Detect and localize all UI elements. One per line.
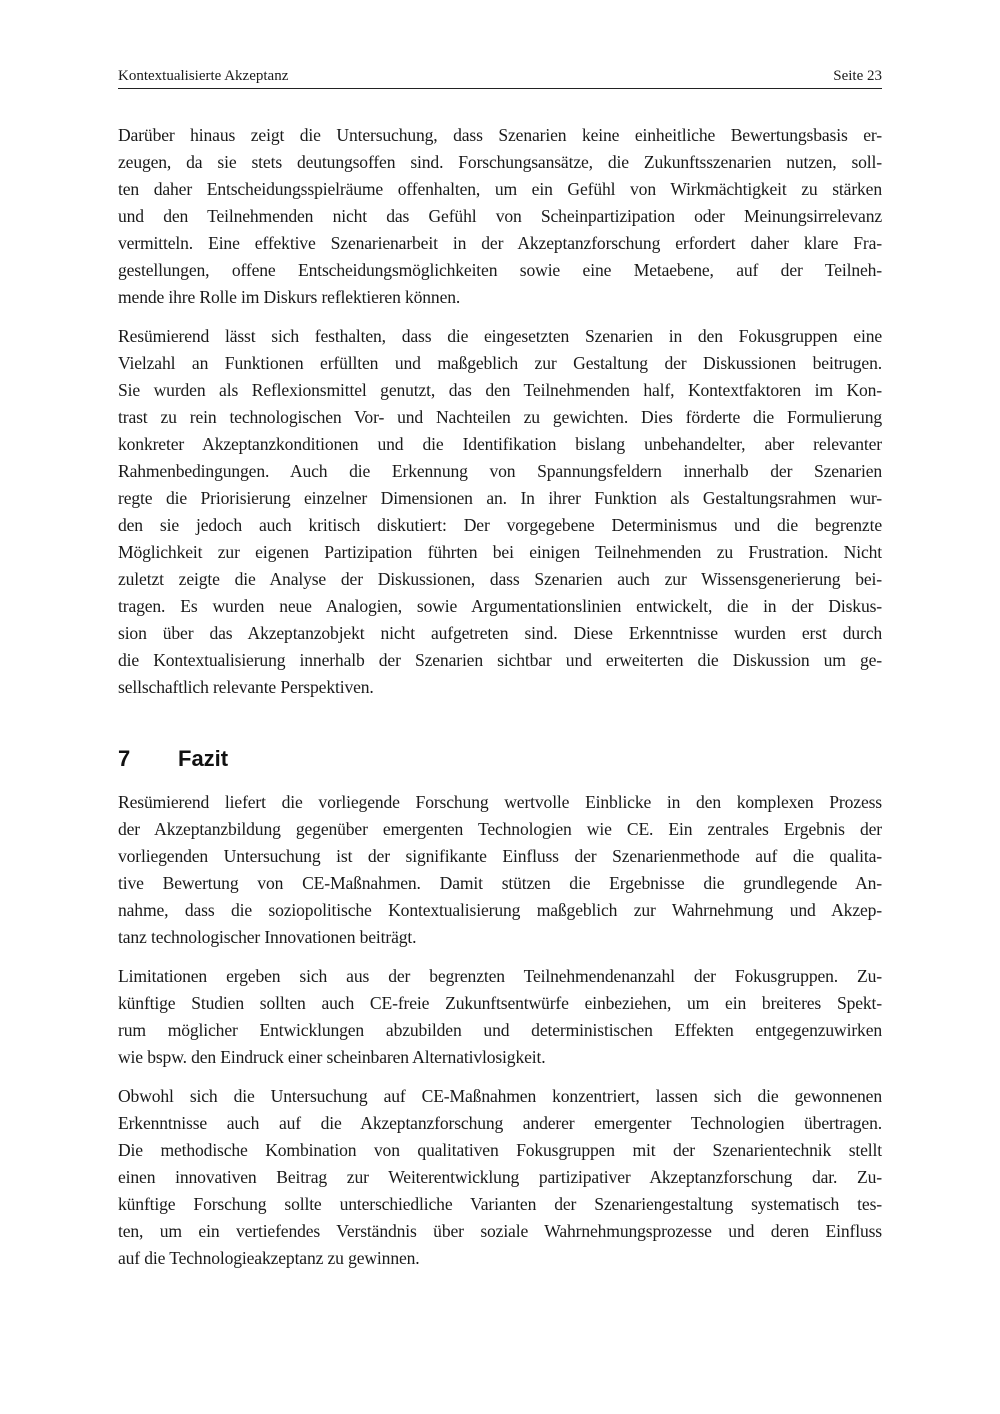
text-line: wie bspw. den Eindruck einer scheinbaren Alternativlosigkeit. bbox=[118, 1047, 546, 1067]
text-line: einen innovativen Beitrag zur Weiterentwicklung partizipativer Akzeptanzforschung dar. Zu- bbox=[118, 1167, 882, 1187]
text-line: Resümierend liefert die vorliegende Forschung wertvolle Einblicke in den komplexen Prozess bbox=[118, 792, 882, 812]
text-line: vorliegenden Untersuchung ist der signifikante Einfluss der Szenarienmethode auf die qualita- bbox=[118, 846, 882, 866]
text-line: Vielzahl an Funktionen erfüllten und maßgeblich zur Gestaltung der Diskussionen beitrugen. bbox=[118, 353, 882, 373]
text-line: mende ihre Rolle im Diskurs reflektieren können. bbox=[118, 287, 461, 307]
running-title: Kontextualisierte Akzeptanz bbox=[118, 68, 289, 84]
text-line: zeugen, da sie stets deutungsoffen sind. Forschungsansätze, die Zukunftsszenarien nutzen, soll- bbox=[118, 152, 882, 172]
text-line: Darüber hinaus zeigt die Untersuchung, dass Szenarien keine einheitliche Bewertungsbasis er- bbox=[118, 125, 882, 145]
text-line: Die methodische Kombination von qualitativen Fokusgruppen mit der Szenarientechnik stellt bbox=[118, 1140, 882, 1160]
text-line: die Kontextualisierung innerhalb der Szenarien sichtbar und erweiterten die Diskussion um ge- bbox=[118, 650, 882, 670]
text-line: tive Bewertung von CE-Maßnahmen. Damit stützen die Ergebnisse die grundlegende An- bbox=[118, 873, 882, 893]
text-line: nahme, dass die soziopolitische Kontextualisierung maßgeblich zur Wahrnehmung und Akzep- bbox=[118, 900, 882, 920]
text-line: sellschaftlich relevante Perspektiven. bbox=[118, 677, 374, 697]
text-line: künftige Studien sollten auch CE-freie Zukunftsentwürfe einbeziehen, um ein breiteres Spekt- bbox=[118, 993, 882, 1013]
text-line: und den Teilnehmenden nicht das Gefühl von Scheinpartizipation oder Meinungsirrelevanz bbox=[118, 206, 882, 226]
text-line: Resümierend lässt sich festhalten, dass die eingesetzten Szenarien in den Fokusgruppen eine bbox=[118, 326, 882, 346]
paragraph-1 bbox=[118, 122, 882, 311]
paragraph-3 bbox=[118, 789, 882, 951]
text-line: gestellungen, offene Entscheidungsmöglichkeiten sowie eine Metaebene, auf der Teilneh- bbox=[118, 260, 882, 280]
paragraph-4 bbox=[118, 963, 882, 1071]
text-line: Sie wurden als Reflexionsmittel genutzt, das den Teilnehmenden half, Kontextfaktoren im Kon- bbox=[118, 380, 882, 400]
page-number: Seite 23 bbox=[833, 68, 882, 84]
text-line: zuletzt zeigte die Analyse der Diskussionen, dass Szenarien auch zur Wissensgenerierung bei- bbox=[118, 569, 882, 589]
text-line: künftige Forschung sollte unterschiedliche Varianten der Szenariengestaltung systematisch tes- bbox=[118, 1194, 882, 1214]
text-line: tanz technologischer Innovationen beiträgt. bbox=[118, 927, 417, 947]
text-line: ten, um ein vertiefendes Verständnis über soziale Wahrnehmungsprozesse und deren Einfluss bbox=[118, 1221, 882, 1241]
paragraph-2 bbox=[118, 323, 882, 701]
section-title: Fazit bbox=[178, 746, 229, 771]
text-line: vermitteln. Eine effektive Szenarienarbeit in der Akzeptanzforschung erfordert daher klare Fra- bbox=[118, 233, 882, 253]
section-number: 7 bbox=[118, 746, 131, 771]
text-line: tragen. Es wurden neue Analogien, sowie Argumentationslinien entwickelt, die in der Diskus- bbox=[118, 596, 882, 616]
text-line: auf die Technologieakzeptanz zu gewinnen. bbox=[118, 1248, 420, 1268]
text-line: sion über das Akzeptanzobjekt nicht aufgetreten sind. Diese Erkenntnisse wurden erst durch bbox=[118, 623, 882, 643]
text-line: ten daher Entscheidungsspielräume offenhalten, um ein Gefühl von Wirkmächtigkeit zu stärken bbox=[118, 179, 882, 199]
text-line: regte die Priorisierung einzelner Dimensionen an. In ihrer Funktion als Gestaltungsrahmen wur- bbox=[118, 488, 882, 508]
text-line: Möglichkeit zur eigenen Partizipation führten bei einigen Teilnehmenden zu Frustration. Nicht bbox=[118, 542, 882, 562]
text-line: Limitationen ergeben sich aus der begrenzten Teilnehmendenanzahl der Fokusgruppen. Zu- bbox=[118, 966, 882, 986]
text-line: den sie jedoch auch kritisch diskutiert: Der vorgegebene Determinismus und die begrenzte bbox=[118, 515, 882, 535]
text-line: Obwohl sich die Untersuchung auf CE-Maßnahmen konzentriert, lassen sich die gewonnenen bbox=[118, 1086, 882, 1106]
running-header bbox=[118, 66, 882, 89]
text-line: rum möglicher Entwicklungen abzubilden und deterministischen Effekten entgegenzuwirken bbox=[118, 1020, 882, 1040]
text-line: Rahmenbedingungen. Auch die Erkennung von Spannungsfeldern innerhalb der Szenarien bbox=[118, 461, 882, 481]
text-line: der Akzeptanzbildung gegenüber emergenten Technologien wie CE. Ein zentrales Ergebnis der bbox=[118, 819, 882, 839]
text-line: konkreter Akzeptanzkonditionen und die Identifikation bislang unbehandelter, aber relevanter bbox=[118, 434, 882, 454]
text-line: Erkenntnisse auch auf die Akzeptanzforschung anderer emergenter Technologien übertragen. bbox=[118, 1113, 882, 1133]
text-line: trast zu rein technologischen Vor- und Nachteilen zu gewichten. Dies förderte die Formulierung bbox=[118, 407, 882, 427]
paragraph-5 bbox=[118, 1083, 882, 1272]
